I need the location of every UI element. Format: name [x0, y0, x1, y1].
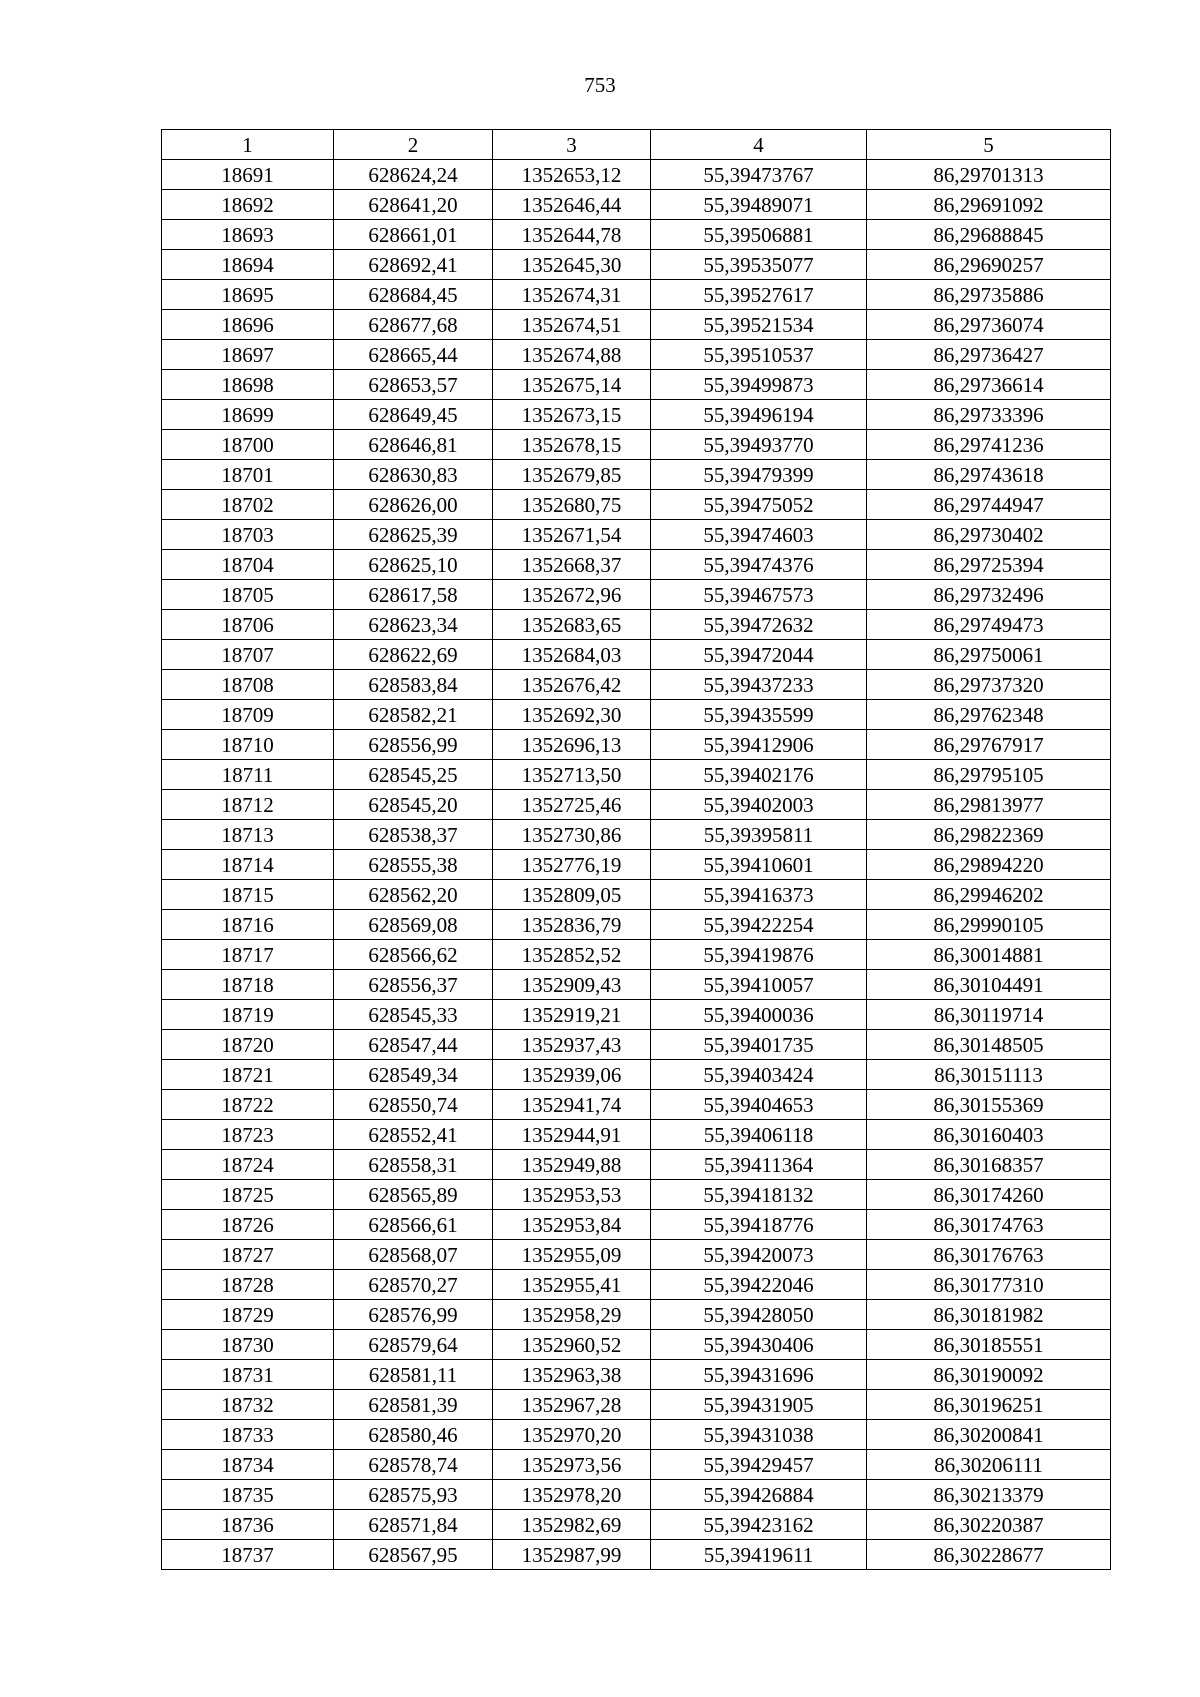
coordinates-table — [161, 129, 1111, 1570]
cell-latitude: 55,39479399 — [651, 460, 867, 490]
cell-coord-x: 628649,45 — [334, 400, 493, 430]
cell-longitude: 86,30228677 — [867, 1540, 1111, 1570]
cell-latitude: 55,39412906 — [651, 730, 867, 760]
cell-point-number: 18730 — [162, 1330, 334, 1360]
cell-latitude: 55,39418132 — [651, 1180, 867, 1210]
table-row — [162, 1330, 1111, 1360]
cell-longitude: 86,29990105 — [867, 910, 1111, 940]
cell-point-number: 18737 — [162, 1540, 334, 1570]
cell-longitude: 86,30181982 — [867, 1300, 1111, 1330]
cell-coord-x: 628580,46 — [334, 1420, 493, 1450]
cell-coord-x: 628630,83 — [334, 460, 493, 490]
table-row — [162, 1090, 1111, 1120]
cell-point-number: 18723 — [162, 1120, 334, 1150]
cell-coord-y: 1352982,69 — [493, 1510, 651, 1540]
cell-coord-x: 628661,01 — [334, 220, 493, 250]
cell-latitude: 55,39402003 — [651, 790, 867, 820]
table-row — [162, 370, 1111, 400]
table-row — [162, 310, 1111, 340]
cell-latitude: 55,39473767 — [651, 160, 867, 190]
cell-coord-y: 1352949,88 — [493, 1150, 651, 1180]
cell-coord-x: 628665,44 — [334, 340, 493, 370]
cell-latitude: 55,39535077 — [651, 250, 867, 280]
table-row — [162, 910, 1111, 940]
cell-point-number: 18736 — [162, 1510, 334, 1540]
cell-coord-y: 1352937,43 — [493, 1030, 651, 1060]
cell-point-number: 18714 — [162, 850, 334, 880]
table-row — [162, 1450, 1111, 1480]
cell-point-number: 18728 — [162, 1270, 334, 1300]
cell-longitude: 86,30160403 — [867, 1120, 1111, 1150]
cell-coord-x: 628558,31 — [334, 1150, 493, 1180]
table-row — [162, 1150, 1111, 1180]
cell-point-number: 18698 — [162, 370, 334, 400]
cell-latitude: 55,39404653 — [651, 1090, 867, 1120]
cell-coord-x: 628545,33 — [334, 1000, 493, 1030]
table-row — [162, 1270, 1111, 1300]
column-header-4: 4 — [651, 130, 867, 160]
cell-latitude: 55,39402176 — [651, 760, 867, 790]
table-row — [162, 700, 1111, 730]
cell-longitude: 86,30168357 — [867, 1150, 1111, 1180]
cell-latitude: 55,39419611 — [651, 1540, 867, 1570]
cell-latitude: 55,39437233 — [651, 670, 867, 700]
cell-coord-y: 1352973,56 — [493, 1450, 651, 1480]
cell-longitude: 86,29735886 — [867, 280, 1111, 310]
cell-coord-x: 628653,57 — [334, 370, 493, 400]
cell-longitude: 86,29894220 — [867, 850, 1111, 880]
cell-longitude: 86,29733396 — [867, 400, 1111, 430]
cell-longitude: 86,30119714 — [867, 1000, 1111, 1030]
cell-latitude: 55,39426884 — [651, 1480, 867, 1510]
table-row — [162, 1180, 1111, 1210]
cell-longitude: 86,29744947 — [867, 490, 1111, 520]
table-row — [162, 160, 1111, 190]
cell-point-number: 18726 — [162, 1210, 334, 1240]
cell-coord-x: 628579,64 — [334, 1330, 493, 1360]
cell-coord-y: 1352776,19 — [493, 850, 651, 880]
cell-longitude: 86,30220387 — [867, 1510, 1111, 1540]
table-row — [162, 1360, 1111, 1390]
cell-coord-y: 1352696,13 — [493, 730, 651, 760]
cell-coord-y: 1352953,53 — [493, 1180, 651, 1210]
cell-coord-y: 1352683,65 — [493, 610, 651, 640]
cell-coord-y: 1352725,46 — [493, 790, 651, 820]
cell-point-number: 18696 — [162, 310, 334, 340]
cell-latitude: 55,39423162 — [651, 1510, 867, 1540]
cell-longitude: 86,30185551 — [867, 1330, 1111, 1360]
cell-coord-x: 628571,84 — [334, 1510, 493, 1540]
cell-longitude: 86,29688845 — [867, 220, 1111, 250]
cell-coord-y: 1352852,52 — [493, 940, 651, 970]
cell-latitude: 55,39418776 — [651, 1210, 867, 1240]
cell-point-number: 18713 — [162, 820, 334, 850]
column-header-5: 5 — [867, 130, 1111, 160]
header-row — [162, 130, 1111, 160]
cell-latitude: 55,39474376 — [651, 550, 867, 580]
table-row — [162, 730, 1111, 760]
cell-coord-x: 628581,11 — [334, 1360, 493, 1390]
cell-coord-x: 628624,24 — [334, 160, 493, 190]
cell-coord-x: 628562,20 — [334, 880, 493, 910]
table-body — [162, 160, 1111, 1570]
table-row — [162, 490, 1111, 520]
cell-coord-y: 1352941,74 — [493, 1090, 651, 1120]
table-row — [162, 250, 1111, 280]
cell-coord-y: 1352909,43 — [493, 970, 651, 1000]
cell-longitude: 86,29691092 — [867, 190, 1111, 220]
table-row — [162, 190, 1111, 220]
cell-coord-x: 628566,61 — [334, 1210, 493, 1240]
cell-coord-x: 628582,21 — [334, 700, 493, 730]
table-row — [162, 880, 1111, 910]
cell-coord-y: 1352960,52 — [493, 1330, 651, 1360]
cell-latitude: 55,39416373 — [651, 880, 867, 910]
cell-latitude: 55,39400036 — [651, 1000, 867, 1030]
cell-longitude: 86,30200841 — [867, 1420, 1111, 1450]
table-row — [162, 1480, 1111, 1510]
cell-point-number: 18735 — [162, 1480, 334, 1510]
cell-coord-x: 628684,45 — [334, 280, 493, 310]
table-row — [162, 1000, 1111, 1030]
table-row — [162, 850, 1111, 880]
cell-point-number: 18710 — [162, 730, 334, 760]
cell-point-number: 18704 — [162, 550, 334, 580]
cell-coord-y: 1352678,15 — [493, 430, 651, 460]
cell-latitude: 55,39431905 — [651, 1390, 867, 1420]
table-row — [162, 400, 1111, 430]
cell-point-number: 18720 — [162, 1030, 334, 1060]
cell-latitude: 55,39467573 — [651, 580, 867, 610]
cell-latitude: 55,39422254 — [651, 910, 867, 940]
cell-longitude: 86,29690257 — [867, 250, 1111, 280]
table-row — [162, 1240, 1111, 1270]
table-row — [162, 1300, 1111, 1330]
cell-coord-x: 628565,89 — [334, 1180, 493, 1210]
cell-coord-y: 1352646,44 — [493, 190, 651, 220]
cell-latitude: 55,39521534 — [651, 310, 867, 340]
cell-longitude: 86,30196251 — [867, 1390, 1111, 1420]
cell-point-number: 18708 — [162, 670, 334, 700]
column-header-2: 2 — [334, 130, 493, 160]
cell-latitude: 55,39489071 — [651, 190, 867, 220]
cell-coord-y: 1352674,31 — [493, 280, 651, 310]
cell-longitude: 86,30176763 — [867, 1240, 1111, 1270]
cell-longitude: 86,30213379 — [867, 1480, 1111, 1510]
cell-coord-y: 1352713,50 — [493, 760, 651, 790]
cell-coord-x: 628646,81 — [334, 430, 493, 460]
cell-latitude: 55,39527617 — [651, 280, 867, 310]
cell-coord-y: 1352679,85 — [493, 460, 651, 490]
cell-latitude: 55,39493770 — [651, 430, 867, 460]
table-row — [162, 1030, 1111, 1060]
cell-coord-x: 628622,69 — [334, 640, 493, 670]
table-row — [162, 1510, 1111, 1540]
cell-point-number: 18701 — [162, 460, 334, 490]
cell-latitude: 55,39435599 — [651, 700, 867, 730]
cell-coord-x: 628677,68 — [334, 310, 493, 340]
cell-longitude: 86,30174763 — [867, 1210, 1111, 1240]
cell-coord-y: 1352944,91 — [493, 1120, 651, 1150]
cell-latitude: 55,39431038 — [651, 1420, 867, 1450]
cell-point-number: 18697 — [162, 340, 334, 370]
cell-coord-y: 1352955,41 — [493, 1270, 651, 1300]
page-number: 753 — [584, 73, 616, 97]
cell-longitude: 86,29732496 — [867, 580, 1111, 610]
cell-coord-y: 1352644,78 — [493, 220, 651, 250]
cell-point-number: 18715 — [162, 880, 334, 910]
table-row — [162, 430, 1111, 460]
cell-point-number: 18712 — [162, 790, 334, 820]
cell-point-number: 18727 — [162, 1240, 334, 1270]
cell-longitude: 86,29701313 — [867, 160, 1111, 190]
table-row — [162, 280, 1111, 310]
cell-point-number: 18718 — [162, 970, 334, 1000]
cell-longitude: 86,30155369 — [867, 1090, 1111, 1120]
cell-point-number: 18699 — [162, 400, 334, 430]
cell-latitude: 55,39475052 — [651, 490, 867, 520]
cell-latitude: 55,39496194 — [651, 400, 867, 430]
table-row — [162, 460, 1111, 490]
cell-longitude: 86,29750061 — [867, 640, 1111, 670]
cell-coord-y: 1352672,96 — [493, 580, 651, 610]
cell-point-number: 18733 — [162, 1420, 334, 1450]
table-row — [162, 970, 1111, 1000]
cell-latitude: 55,39474603 — [651, 520, 867, 550]
cell-point-number: 18729 — [162, 1300, 334, 1330]
cell-point-number: 18693 — [162, 220, 334, 250]
table-row — [162, 1210, 1111, 1240]
cell-coord-x: 628625,39 — [334, 520, 493, 550]
cell-point-number: 18731 — [162, 1360, 334, 1390]
cell-coord-x: 628555,38 — [334, 850, 493, 880]
table-row — [162, 790, 1111, 820]
cell-coord-y: 1352836,79 — [493, 910, 651, 940]
cell-coord-y: 1352684,03 — [493, 640, 651, 670]
table-row — [162, 550, 1111, 580]
cell-coord-x: 628578,74 — [334, 1450, 493, 1480]
cell-point-number: 18702 — [162, 490, 334, 520]
cell-coord-y: 1352673,15 — [493, 400, 651, 430]
cell-point-number: 18716 — [162, 910, 334, 940]
cell-coord-y: 1352645,30 — [493, 250, 651, 280]
table-row — [162, 1390, 1111, 1420]
table-header — [162, 130, 1111, 160]
cell-coord-y: 1352680,75 — [493, 490, 651, 520]
cell-latitude: 55,39429457 — [651, 1450, 867, 1480]
column-header-3: 3 — [493, 130, 651, 160]
cell-latitude: 55,39472632 — [651, 610, 867, 640]
cell-point-number: 18692 — [162, 190, 334, 220]
cell-coord-y: 1352939,06 — [493, 1060, 651, 1090]
cell-latitude: 55,39420073 — [651, 1240, 867, 1270]
cell-coord-y: 1352958,29 — [493, 1300, 651, 1330]
cell-longitude: 86,30206111 — [867, 1450, 1111, 1480]
cell-latitude: 55,39431696 — [651, 1360, 867, 1390]
cell-coord-x: 628567,95 — [334, 1540, 493, 1570]
cell-longitude: 86,29795105 — [867, 760, 1111, 790]
cell-coord-y: 1352730,86 — [493, 820, 651, 850]
cell-latitude: 55,39419876 — [651, 940, 867, 970]
table-row — [162, 610, 1111, 640]
cell-coord-x: 628545,20 — [334, 790, 493, 820]
cell-coord-y: 1352919,21 — [493, 1000, 651, 1030]
cell-coord-y: 1352978,20 — [493, 1480, 651, 1510]
cell-point-number: 18695 — [162, 280, 334, 310]
table-row — [162, 520, 1111, 550]
table-row — [162, 640, 1111, 670]
cell-coord-x: 628576,99 — [334, 1300, 493, 1330]
table-row — [162, 340, 1111, 370]
cell-coord-y: 1352671,54 — [493, 520, 651, 550]
cell-point-number: 18705 — [162, 580, 334, 610]
cell-coord-y: 1352653,12 — [493, 160, 651, 190]
table-row — [162, 670, 1111, 700]
cell-latitude: 55,39406118 — [651, 1120, 867, 1150]
cell-coord-y: 1352970,20 — [493, 1420, 651, 1450]
cell-longitude: 86,30177310 — [867, 1270, 1111, 1300]
cell-coord-y: 1352676,42 — [493, 670, 651, 700]
table-row — [162, 760, 1111, 790]
table-row — [162, 1420, 1111, 1450]
table-row — [162, 940, 1111, 970]
cell-coord-x: 628552,41 — [334, 1120, 493, 1150]
cell-coord-x: 628623,34 — [334, 610, 493, 640]
cell-coord-x: 628641,20 — [334, 190, 493, 220]
cell-coord-y: 1352955,09 — [493, 1240, 651, 1270]
table-row — [162, 820, 1111, 850]
cell-coord-y: 1352987,99 — [493, 1540, 651, 1570]
cell-point-number: 18706 — [162, 610, 334, 640]
cell-coord-x: 628538,37 — [334, 820, 493, 850]
cell-longitude: 86,29736614 — [867, 370, 1111, 400]
cell-coord-x: 628550,74 — [334, 1090, 493, 1120]
cell-point-number: 18719 — [162, 1000, 334, 1030]
cell-longitude: 86,29741236 — [867, 430, 1111, 460]
cell-coord-x: 628549,34 — [334, 1060, 493, 1090]
cell-point-number: 18709 — [162, 700, 334, 730]
cell-longitude: 86,30174260 — [867, 1180, 1111, 1210]
cell-point-number: 18734 — [162, 1450, 334, 1480]
table-row — [162, 220, 1111, 250]
cell-coord-y: 1352675,14 — [493, 370, 651, 400]
cell-latitude: 55,39410601 — [651, 850, 867, 880]
cell-coord-x: 628545,25 — [334, 760, 493, 790]
cell-longitude: 86,29736427 — [867, 340, 1111, 370]
cell-coord-y: 1352967,28 — [493, 1390, 651, 1420]
cell-coord-x: 628625,10 — [334, 550, 493, 580]
cell-point-number: 18721 — [162, 1060, 334, 1090]
cell-coord-x: 628617,58 — [334, 580, 493, 610]
cell-longitude: 86,29736074 — [867, 310, 1111, 340]
cell-longitude: 86,29737320 — [867, 670, 1111, 700]
cell-coord-y: 1352674,88 — [493, 340, 651, 370]
table-row — [162, 1120, 1111, 1150]
cell-latitude: 55,39410057 — [651, 970, 867, 1000]
cell-longitude: 86,29749473 — [867, 610, 1111, 640]
cell-coord-x: 628566,62 — [334, 940, 493, 970]
cell-point-number: 18722 — [162, 1090, 334, 1120]
cell-latitude: 55,39422046 — [651, 1270, 867, 1300]
cell-latitude: 55,39472044 — [651, 640, 867, 670]
cell-latitude: 55,39403424 — [651, 1060, 867, 1090]
cell-longitude: 86,30148505 — [867, 1030, 1111, 1060]
cell-latitude: 55,39401735 — [651, 1030, 867, 1060]
cell-coord-y: 1352692,30 — [493, 700, 651, 730]
cell-point-number: 18724 — [162, 1150, 334, 1180]
cell-coord-x: 628583,84 — [334, 670, 493, 700]
cell-coord-x: 628581,39 — [334, 1390, 493, 1420]
cell-point-number: 18732 — [162, 1390, 334, 1420]
cell-coord-x: 628568,07 — [334, 1240, 493, 1270]
cell-longitude: 86,30014881 — [867, 940, 1111, 970]
cell-longitude: 86,30151113 — [867, 1060, 1111, 1090]
cell-longitude: 86,29822369 — [867, 820, 1111, 850]
cell-coord-y: 1352953,84 — [493, 1210, 651, 1240]
cell-coord-y: 1352809,05 — [493, 880, 651, 910]
cell-point-number: 18700 — [162, 430, 334, 460]
cell-coord-x: 628570,27 — [334, 1270, 493, 1300]
cell-longitude: 86,29730402 — [867, 520, 1111, 550]
table-row — [162, 1060, 1111, 1090]
cell-latitude: 55,39499873 — [651, 370, 867, 400]
cell-coord-x: 628547,44 — [334, 1030, 493, 1060]
table-row — [162, 580, 1111, 610]
cell-latitude: 55,39506881 — [651, 220, 867, 250]
cell-point-number: 18717 — [162, 940, 334, 970]
cell-latitude: 55,39428050 — [651, 1300, 867, 1330]
cell-longitude: 86,29743618 — [867, 460, 1111, 490]
cell-longitude: 86,29762348 — [867, 700, 1111, 730]
cell-longitude: 86,30104491 — [867, 970, 1111, 1000]
cell-longitude: 86,29725394 — [867, 550, 1111, 580]
cell-longitude: 86,29813977 — [867, 790, 1111, 820]
cell-coord-y: 1352674,51 — [493, 310, 651, 340]
cell-coord-y: 1352668,37 — [493, 550, 651, 580]
cell-point-number: 18707 — [162, 640, 334, 670]
cell-coord-x: 628626,00 — [334, 490, 493, 520]
cell-coord-x: 628692,41 — [334, 250, 493, 280]
cell-point-number: 18725 — [162, 1180, 334, 1210]
cell-longitude: 86,29767917 — [867, 730, 1111, 760]
cell-coord-x: 628556,37 — [334, 970, 493, 1000]
table-row — [162, 1540, 1111, 1570]
cell-point-number: 18703 — [162, 520, 334, 550]
cell-longitude: 86,30190092 — [867, 1360, 1111, 1390]
cell-coord-x: 628569,08 — [334, 910, 493, 940]
cell-latitude: 55,39395811 — [651, 820, 867, 850]
cell-longitude: 86,29946202 — [867, 880, 1111, 910]
cell-latitude: 55,39510537 — [651, 340, 867, 370]
column-header-1: 1 — [162, 130, 334, 160]
cell-coord-x: 628556,99 — [334, 730, 493, 760]
cell-point-number: 18711 — [162, 760, 334, 790]
cell-point-number: 18694 — [162, 250, 334, 280]
cell-coord-x: 628575,93 — [334, 1480, 493, 1510]
cell-latitude: 55,39430406 — [651, 1330, 867, 1360]
cell-point-number: 18691 — [162, 160, 334, 190]
cell-latitude: 55,39411364 — [651, 1150, 867, 1180]
cell-coord-y: 1352963,38 — [493, 1360, 651, 1390]
